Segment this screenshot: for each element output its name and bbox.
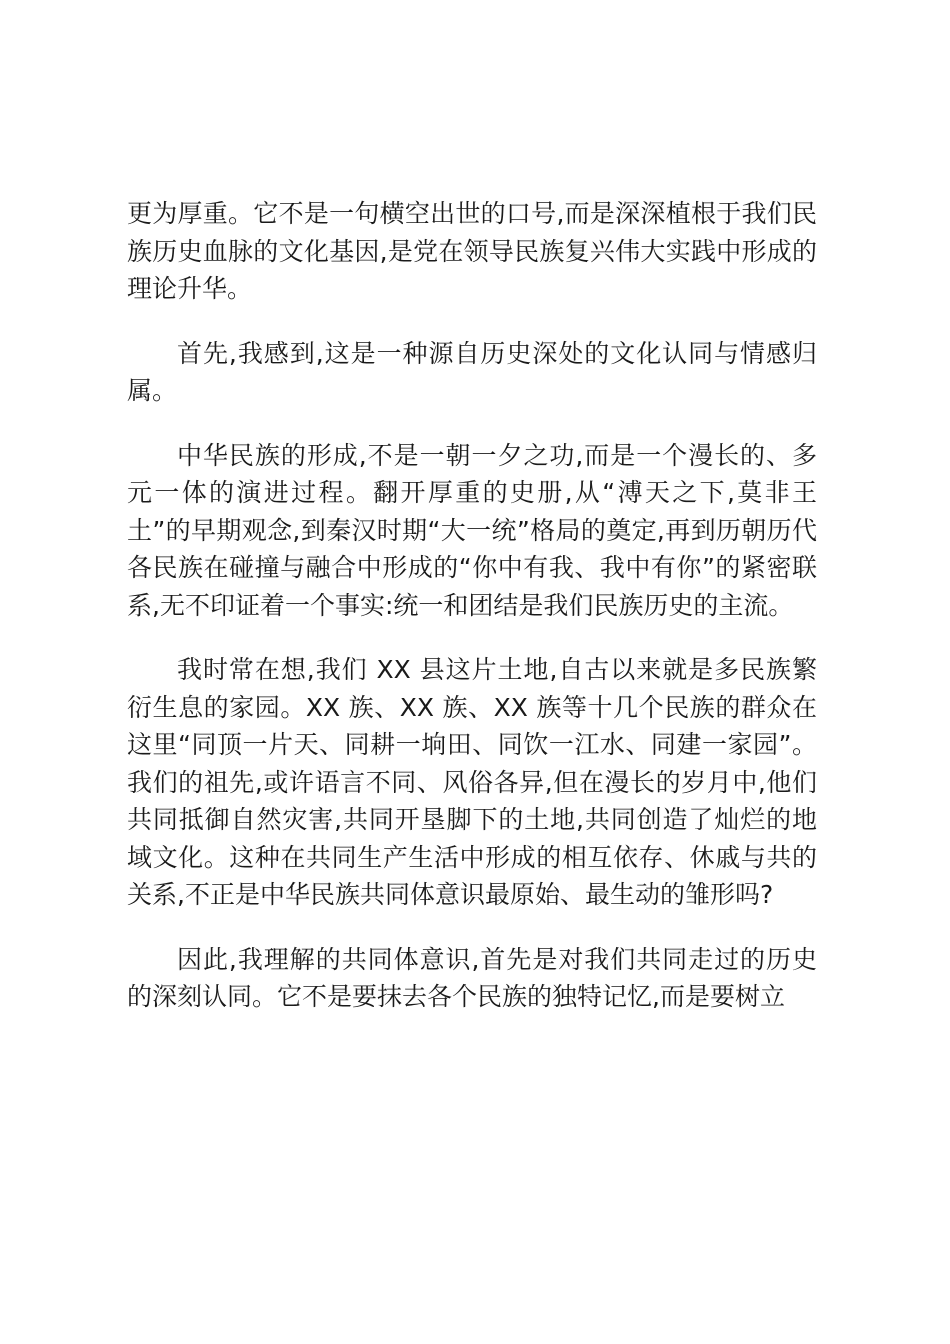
paragraph-conclusion: 因此,我理解的共同体意识,首先是对我们共同走过的历史的深刻认同。它不是要抹去各个民族的独特记忆,而是要树立 [127, 944, 817, 1011]
paragraph-cultural-identity: 首先,我感到,这是一种源自历史深处的文化认同与情感归属。 [127, 338, 817, 405]
paragraph-nation-formation: 中华民族的形成,不是一朝一夕之功,而是一个漫长的、多元一体的演进过程。翻开厚重的史册,从“溥天之下,莫非王土”的早期观念,到秦汉时期“大一统”格局的奠定,再到历朝历代各民族在碰撞与融合中形成的“你中有我、我中有你”的紧密联系,无不印证着一个事实:统一和团结是我们民族历史的主流。 [127, 440, 817, 620]
document-page [127, 195, 817, 1043]
paragraph-continued: 更为厚重。它不是一句横空出世的口号,而是深深植根于我们民族历史血脉的文化基因,是党在领导民族复兴伟大实践中形成的理论升华。 [127, 199, 817, 303]
paragraph-county-history: 我时常在想,我们 XX 县这片土地,自古以来就是多民族繁衍生息的家园。XX 族、XX 族、XX 族等十几个民族的群众在这里“同顶一片天、同耕一垧田、同饮一江水、同建一家园”。我们的祖先,或许语言不同、风俗各异,但在漫长的岁月中,他们共同抵御自然灾害,共同开垦脚下的土地,共同创造了灿烂的地域文化。这种在共同生产生活中形成的相互依存、休戚与共的关系,不正是中华民族共同体意识最原始、最生动的雏形吗? [127, 655, 817, 909]
